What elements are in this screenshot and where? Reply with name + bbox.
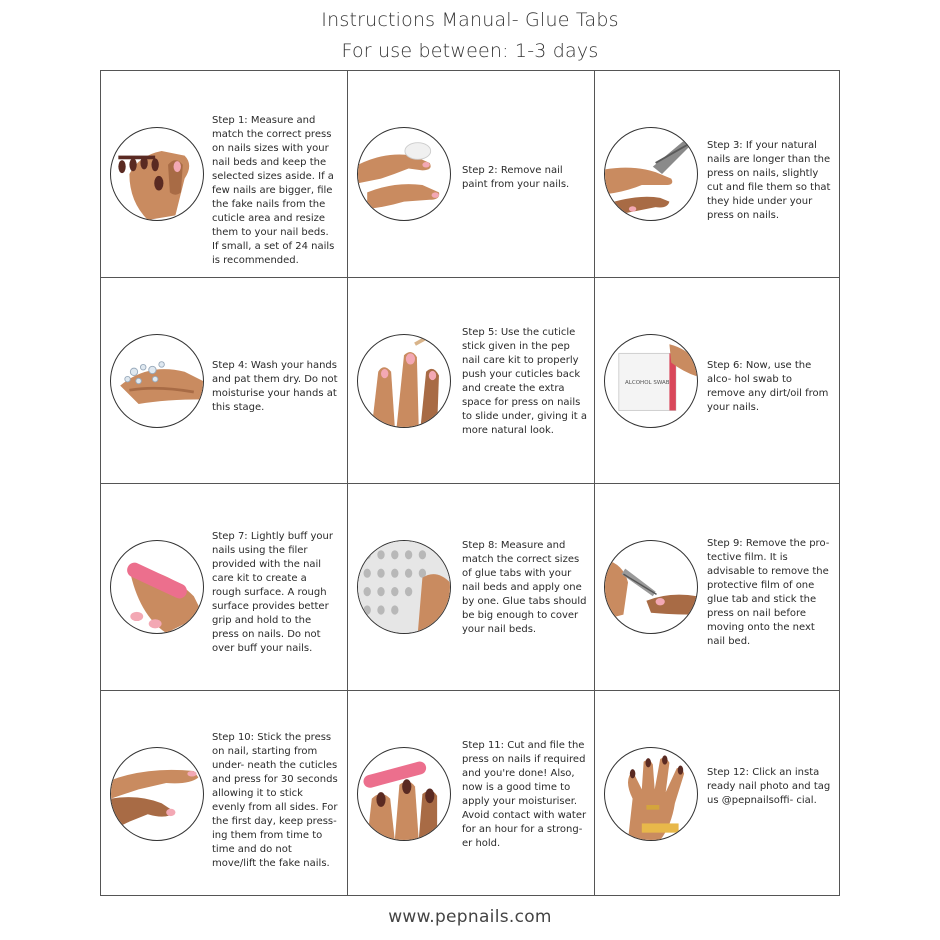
step-text: Step 2: Remove nail paint from your nails. (462, 165, 570, 190)
page-title: Instructions Manual- Glue Tabs (321, 9, 619, 31)
pressing-nail-icon (110, 747, 204, 841)
step-card (348, 691, 594, 897)
step-text: Step 12: Click an insta ready nail photo and tag us @pepnailsoffi- cial. (707, 767, 831, 806)
washing-hands-icon (110, 334, 204, 428)
step-card (101, 71, 347, 277)
website-link[interactable]: www.pepnails.com (388, 907, 552, 927)
hand-wiping-nails-icon (357, 127, 451, 221)
step-text: Step 3: If your natural nails are longer than the press on nails, slightly cut and file them so that they hide under your press on nails. (707, 140, 831, 221)
instructions-grid (100, 70, 840, 896)
filing-nails-icon (357, 747, 451, 841)
hand-with-press-on-nails-icon (110, 127, 204, 221)
step-text: Step 5: Use the cuticle stick given in the pep nail care kit to properly push your cuticles back and create the extra space for press on nails to slide under, giving it a more natural look. (462, 327, 587, 436)
step-text: Step 6: Now, use the alco- hol swab to remove any dirt/oil from your nails. (707, 360, 829, 413)
nail-buffer-icon (110, 540, 204, 634)
step-text: Step 11: Cut and file the press on nails if required and you're done! Also, now is a good time to apply your moisturiser. Avoid contact with water for an hour for a strong- er hold. (462, 740, 587, 849)
step-card (595, 71, 841, 277)
step-text: Step 9: Remove the pro- tective film. It is advisable to remove the protective film of one glue tab and stick the press on nail before moving onto the next nail bed. (707, 538, 830, 647)
step-card (595, 278, 841, 484)
step-card (348, 71, 594, 277)
glue-tabs-sheet-icon (357, 540, 451, 634)
finished-hand-icon (604, 747, 698, 841)
step-card (101, 691, 347, 897)
step-card (348, 278, 594, 484)
step-text: Step 10: Stick the press on nail, starting from under- neath the cuticles and press for 30 seconds allowing it to stick evenly from all sides. For the first day, keep press- ing them from time to time and do not move/lift the fake nails. (212, 732, 338, 869)
step-card (595, 691, 841, 897)
step-text: Step 7: Lightly buff your nails using the filer provided with the nail care kit to create a rough surface. A rough surface provides better grip and hold to the press on nails. Do not over buff your nails. (212, 531, 333, 654)
swab-label: ALCOHOL SWAB (625, 379, 670, 386)
nail-clipper-icon (604, 127, 698, 221)
step-card (101, 278, 347, 484)
step-card (101, 484, 347, 690)
step-text: Step 8: Measure and match the correct sizes of glue tabs with your nail beds and apply one by one. Glue tabs should be big enough to cover your nail beds. (462, 540, 587, 635)
cuticle-stick-icon (357, 334, 451, 428)
step-card (348, 484, 594, 690)
tweezers-film-icon (604, 540, 698, 634)
alcohol-swab-icon (604, 334, 698, 428)
page-subtitle: For use between: 1-3 days (341, 40, 599, 62)
step-text: Step 4: Wash your hands and pat them dry. Do not moisturise your hands at this stage. (212, 360, 338, 413)
step-text: Step 1: Measure and match the correct press on nails sizes with your nail beds and keep the selected sizes aside. If a few nails are bigger, file the fake nails from the cuticle area and resize them to your nail beds. If small, a set of 24 nails is recommended. (212, 115, 335, 266)
step-card (595, 484, 841, 690)
